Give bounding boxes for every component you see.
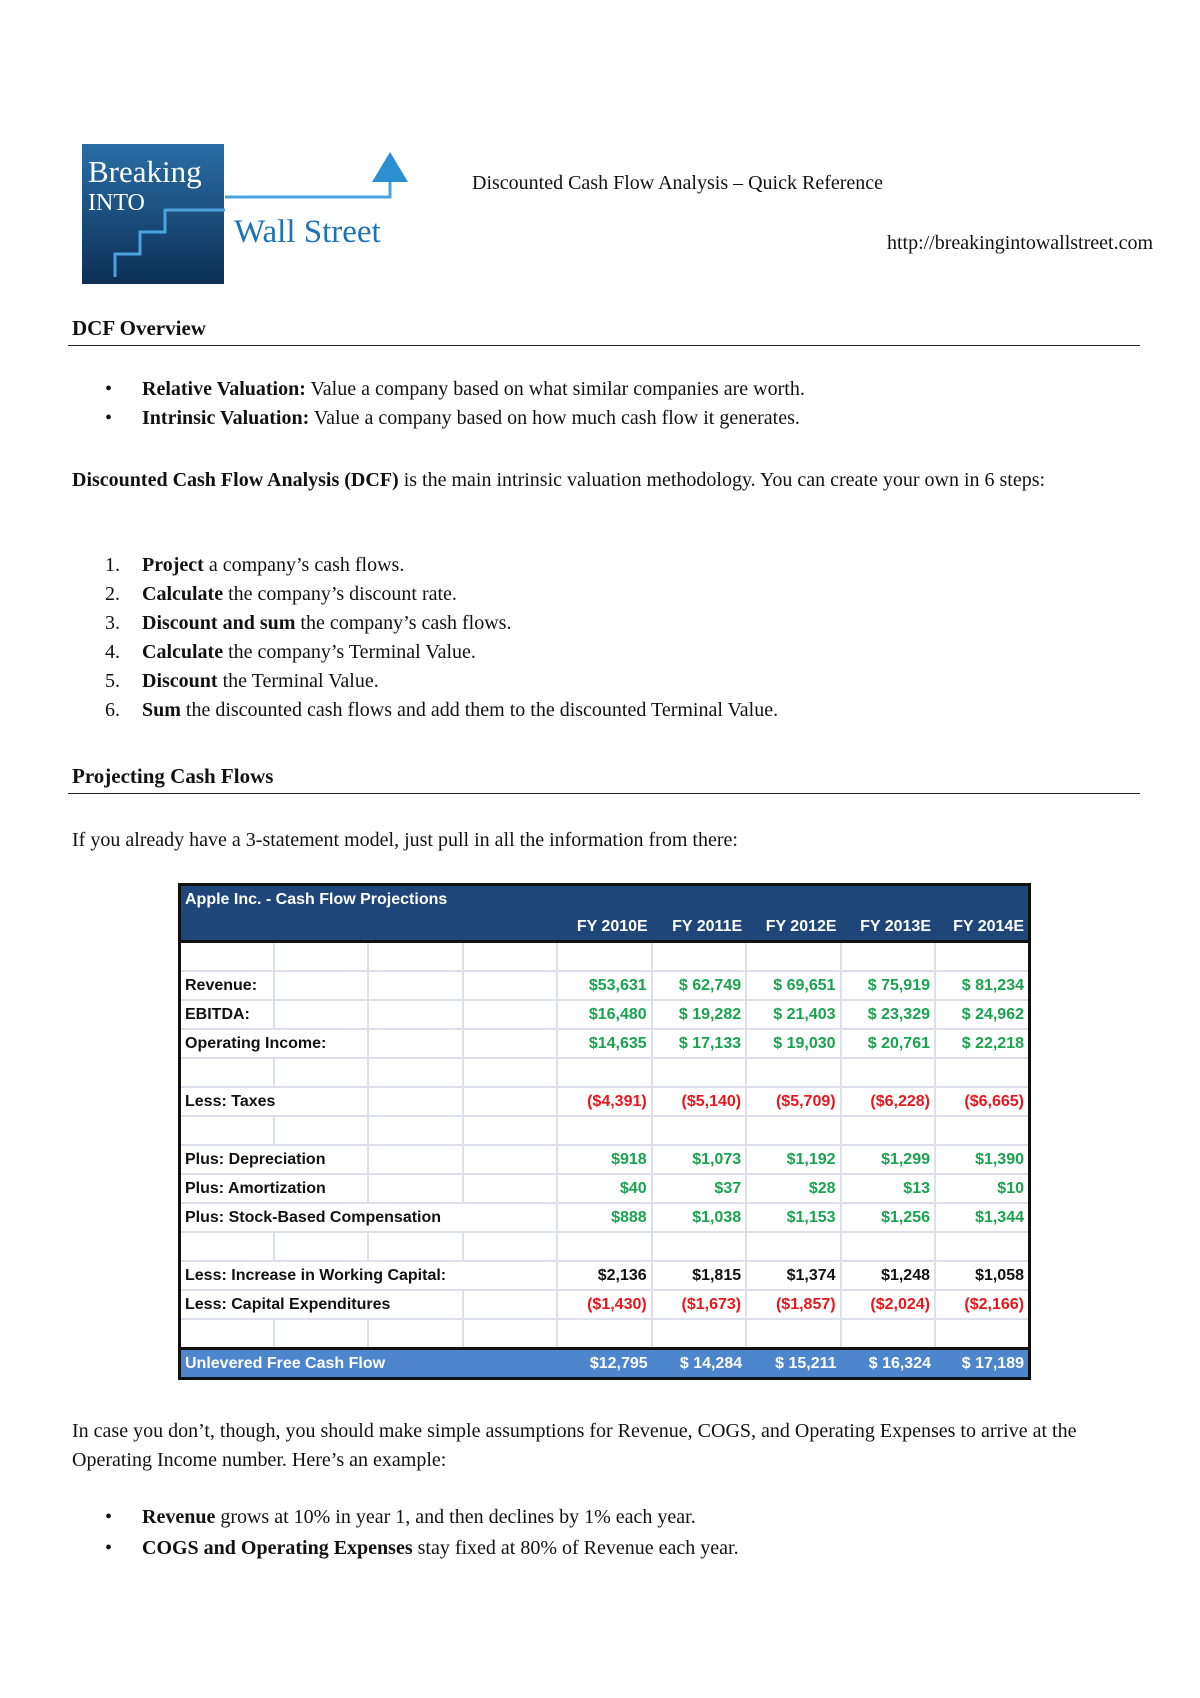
step-text: the discounted cash flows and add them to the discounted Terminal Value. xyxy=(180,699,779,721)
table-row xyxy=(180,1145,1030,1174)
cash-flow-projections-table xyxy=(178,883,1031,1380)
row-label: Operating Income: xyxy=(180,1029,369,1058)
value-cell: $16,480 xyxy=(557,1000,651,1029)
value-cell: ($1,430) xyxy=(557,1290,651,1319)
step-item xyxy=(105,641,476,664)
row-label: Less: Capital Expenditures xyxy=(180,1290,463,1319)
value-cell: $1,344 xyxy=(935,1203,1030,1232)
row-label: Plus: Depreciation xyxy=(180,1145,369,1174)
value-cell: $1,192 xyxy=(746,1145,840,1174)
bullet-text: Value a company based on how much cash flow it generates. xyxy=(309,407,800,429)
value-cell: $ 22,218 xyxy=(935,1029,1030,1058)
value-cell: $1,058 xyxy=(935,1261,1030,1290)
value-cell: $53,631 xyxy=(557,971,651,1000)
value-cell: ($1,857) xyxy=(746,1290,840,1319)
value-cell: $1,390 xyxy=(935,1145,1030,1174)
step-item xyxy=(105,670,379,693)
step-number: 2. xyxy=(105,583,120,605)
value-cell: $40 xyxy=(557,1174,651,1203)
value-cell: $ 15,211 xyxy=(746,1349,840,1379)
value-cell: $ 14,284 xyxy=(652,1349,746,1379)
year-header: FY 2014E xyxy=(935,913,1030,942)
dcf-intro-paragraph xyxy=(72,466,1147,495)
value-cell: $14,635 xyxy=(557,1029,651,1058)
year-header: FY 2013E xyxy=(841,913,935,942)
value-cell: $ 19,282 xyxy=(652,1000,746,1029)
bullet-item: • Intrinsic Valuation: Value a company based on how much cash flow it generates. xyxy=(105,407,800,429)
bullet-text: stay fixed at 80% of Revenue each year. xyxy=(412,1537,739,1559)
step-item xyxy=(105,612,511,635)
bullet-term: Relative Valuation: xyxy=(142,378,306,400)
table-row xyxy=(180,1290,1030,1319)
paragraph-text: is the main intrinsic valuation methodology. You can create your own in 6 steps: xyxy=(398,469,1046,491)
blank-row xyxy=(180,1232,1030,1261)
table-row xyxy=(180,1349,1030,1379)
projecting-intro: If you already have a 3-statement model, just pull in all the information from there: xyxy=(72,829,738,851)
step-text: the Terminal Value. xyxy=(217,670,379,692)
value-cell: $13 xyxy=(841,1174,935,1203)
step-number: 3. xyxy=(105,612,120,634)
value-cell: $1,256 xyxy=(841,1203,935,1232)
value-cell: $888 xyxy=(557,1203,651,1232)
value-cell: $1,073 xyxy=(652,1145,746,1174)
blank-row xyxy=(180,942,1030,972)
section-divider xyxy=(68,793,1140,794)
value-cell: $1,374 xyxy=(746,1261,840,1290)
step-term: Discount and sum xyxy=(142,612,296,634)
step-number: 6. xyxy=(105,699,120,721)
svg-text:INTO: INTO xyxy=(88,190,145,216)
step-term: Calculate xyxy=(142,583,224,605)
value-cell: $1,815 xyxy=(652,1261,746,1290)
table-row xyxy=(180,971,1030,1000)
table-row xyxy=(180,1261,1030,1290)
step-number: 4. xyxy=(105,641,120,663)
breaking-into-wall-street-logo xyxy=(80,142,410,287)
row-label: Plus: Amortization xyxy=(180,1174,369,1203)
step-item xyxy=(105,583,457,606)
blank-row xyxy=(180,1319,1030,1349)
bullet-term: Revenue xyxy=(142,1506,216,1528)
value-cell: ($6,228) xyxy=(841,1087,935,1116)
row-label: Plus: Stock-Based Compensation xyxy=(180,1203,558,1232)
table-row xyxy=(180,1203,1030,1232)
section-heading-projecting-cash-flows: Projecting Cash Flows xyxy=(72,764,274,788)
value-cell: $ 23,329 xyxy=(841,1000,935,1029)
value-cell: $10 xyxy=(935,1174,1030,1203)
value-cell: $ 24,962 xyxy=(935,1000,1030,1029)
step-text: the company’s cash flows. xyxy=(295,612,512,634)
step-text: the company’s Terminal Value. xyxy=(223,641,476,663)
step-term: Sum xyxy=(142,699,181,721)
row-label: EBITDA: xyxy=(180,1000,274,1029)
value-cell: $ 21,403 xyxy=(746,1000,840,1029)
bullet-text: grows at 10% in year 1, and then declines by 1% each year. xyxy=(215,1506,696,1528)
table-row xyxy=(180,1029,1030,1058)
value-cell: $ 17,133 xyxy=(652,1029,746,1058)
table-row xyxy=(180,1000,1030,1029)
blank-row xyxy=(180,1058,1030,1087)
value-cell: $ 20,761 xyxy=(841,1029,935,1058)
bullet-term: Intrinsic Valuation: xyxy=(142,407,310,429)
bullet-term: COGS and Operating Expenses xyxy=(142,1537,413,1559)
year-header: FY 2012E xyxy=(746,913,840,942)
value-cell: $1,248 xyxy=(841,1261,935,1290)
value-cell: $ 69,651 xyxy=(746,971,840,1000)
step-item xyxy=(105,554,404,577)
value-cell: $1,153 xyxy=(746,1203,840,1232)
website-url[interactable]: http://breakingintowallstreet.com xyxy=(886,232,1153,254)
value-cell: ($5,140) xyxy=(652,1087,746,1116)
document-title: Discounted Cash Flow Analysis – Quick Reference xyxy=(472,172,884,194)
table-row xyxy=(180,1087,1030,1116)
step-text: a company’s cash flows. xyxy=(203,554,405,576)
blank-row xyxy=(180,1116,1030,1145)
svg-text:Breaking: Breaking xyxy=(88,154,202,189)
year-header: FY 2010E xyxy=(557,913,651,942)
bullet-item: • Revenue grows at 10% in year 1, and then declines by 1% each year. xyxy=(105,1506,696,1528)
bullet-text: Value a company based on what similar companies are worth. xyxy=(305,378,805,400)
bullet-item: • Relative Valuation: Value a company based on what similar companies are worth. xyxy=(105,378,805,400)
assumptions-paragraph: In case you don’t, though, you should make simple assumptions for Revenue, COGS, and Operating Expenses to arrive at the Operating Income number. Here’s an example: xyxy=(72,1420,1077,1471)
value-cell: $ 81,234 xyxy=(935,971,1030,1000)
row-label: Less: Increase in Working Capital: xyxy=(180,1261,558,1290)
value-cell: ($2,166) xyxy=(935,1290,1030,1319)
row-label: Revenue: xyxy=(180,971,274,1000)
value-cell: $1,299 xyxy=(841,1145,935,1174)
value-cell: ($4,391) xyxy=(557,1087,651,1116)
value-cell: $ 19,030 xyxy=(746,1029,840,1058)
section-divider xyxy=(68,345,1140,346)
section-heading-dcf-overview: DCF Overview xyxy=(72,316,206,340)
value-cell: $37 xyxy=(652,1174,746,1203)
value-cell: $28 xyxy=(746,1174,840,1203)
value-cell: $ 17,189 xyxy=(935,1349,1030,1379)
table-row xyxy=(180,1174,1030,1203)
value-cell: $918 xyxy=(557,1145,651,1174)
bullet-item: • COGS and Operating Expenses stay fixed at 80% of Revenue each year. xyxy=(105,1537,739,1559)
year-header: FY 2011E xyxy=(652,913,746,942)
row-label: Less: Taxes xyxy=(180,1087,369,1116)
step-item xyxy=(105,699,778,722)
value-cell: $12,795 xyxy=(557,1349,651,1379)
step-term: Discount xyxy=(142,670,218,692)
step-term: Calculate xyxy=(142,641,224,663)
value-cell: ($5,709) xyxy=(746,1087,840,1116)
value-cell: ($1,673) xyxy=(652,1290,746,1319)
value-cell: $ 16,324 xyxy=(841,1349,935,1379)
row-label: Unlevered Free Cash Flow xyxy=(180,1349,558,1379)
step-number: 1. xyxy=(105,554,120,576)
value-cell: ($2,024) xyxy=(841,1290,935,1319)
value-cell: ($6,665) xyxy=(935,1087,1030,1116)
value-cell: $ 75,919 xyxy=(841,971,935,1000)
value-cell: $ 62,749 xyxy=(652,971,746,1000)
dcf-term: Discounted Cash Flow Analysis (DCF) xyxy=(72,469,399,491)
step-number: 5. xyxy=(105,670,120,692)
step-term: Project xyxy=(142,554,204,576)
step-text: the company’s discount rate. xyxy=(223,583,457,605)
value-cell: $2,136 xyxy=(557,1261,651,1290)
svg-text:Wall Street: Wall Street xyxy=(234,214,381,250)
value-cell: $1,038 xyxy=(652,1203,746,1232)
table-title: Apple Inc. - Cash Flow Projections xyxy=(180,885,1030,914)
